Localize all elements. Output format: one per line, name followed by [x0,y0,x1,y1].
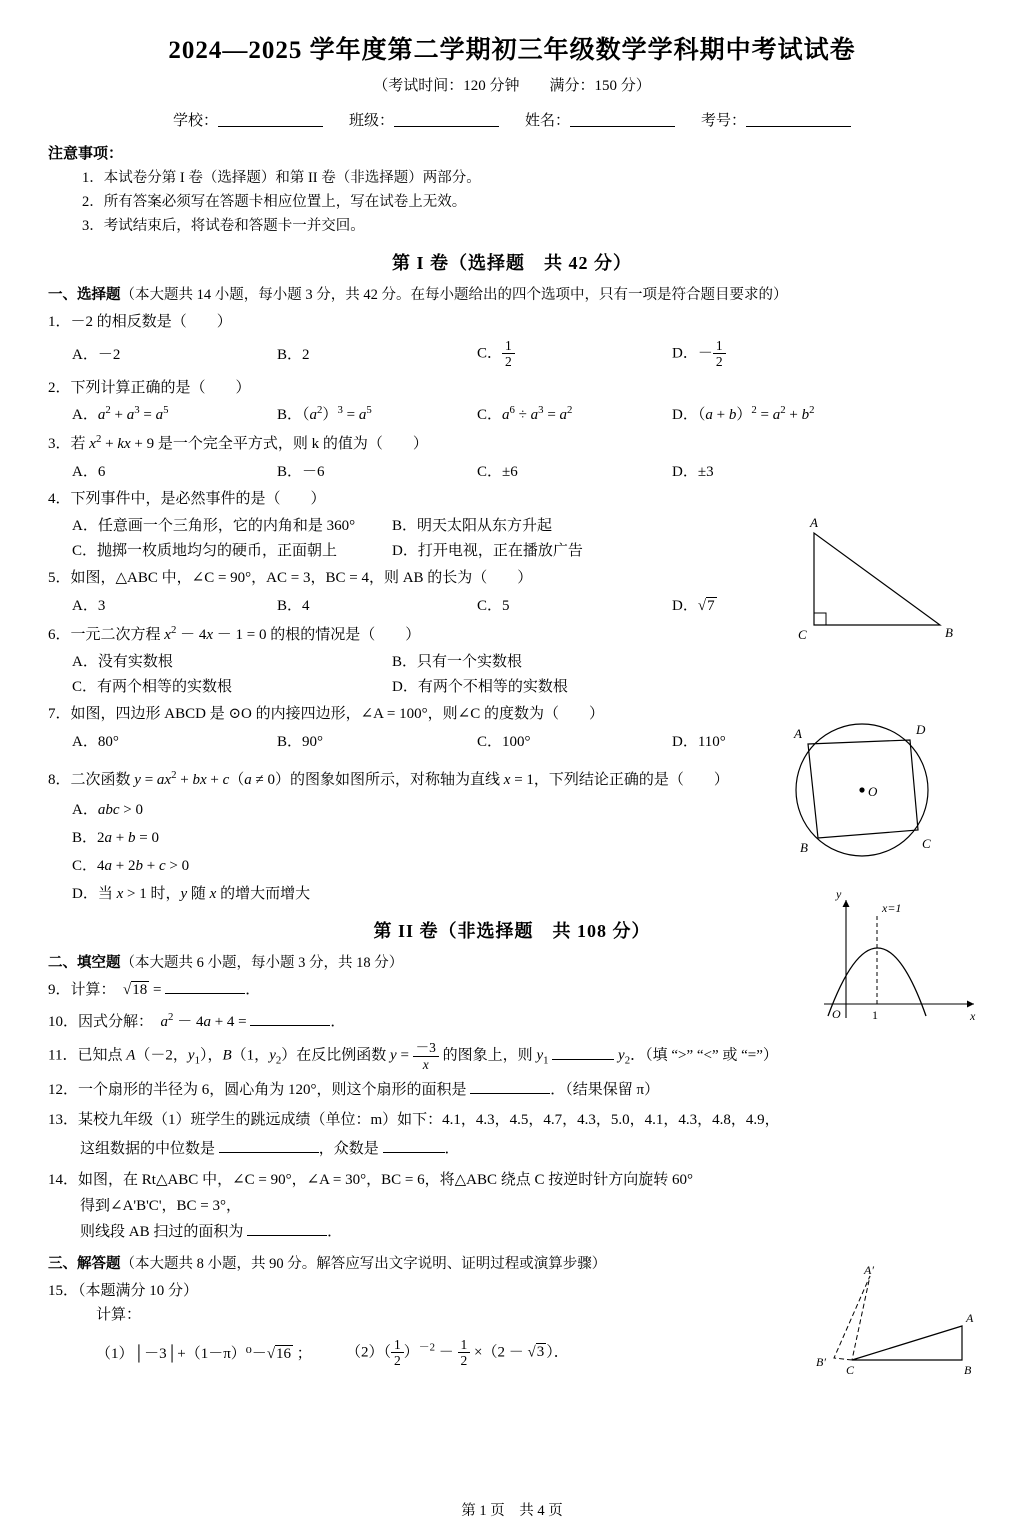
question-13-line2: 这组数据的中位数是 ，众数是 ． [80,1141,460,1158]
option-b: B．只有一个实数根 [392,654,523,671]
figure-question-7 [770,712,970,872]
question-10: 10．因式分解： $a^2 - 4a + 4$ = ． [48,1010,346,1030]
question-2-options [72,403,976,424]
option-d: D．打开电视，正在播放广告 [392,543,583,560]
answer-blank[interactable] [247,1235,327,1236]
figure-question-14 [812,1262,992,1377]
svg-text:A′: A′ [864,1263,874,1277]
figure-question-8 [806,886,986,1026]
svg-text:C: C [798,627,807,642]
option-a: A．6 [72,463,106,480]
svg-text:A: A [810,515,818,530]
section-2-title: 第 II 卷（非选择题 共 108 分） [373,921,651,942]
notice-item: 2．所有答案必须写在答题卡相应位置上，写在试卷上无效。 [82,194,467,210]
option-c: C． $\frac{1}{2}$ [477,338,672,370]
question-11: 11．已知点 A（－2，$y_1$），B（1，$y_2$）在反比例函数 y = $\frac{-3}{x}$ 的图象上，则 $y_1$ $y_2$．（填 “>” “<” 或 “=”） [48,1040,778,1072]
answer-blank[interactable] [219,1152,319,1153]
option-a: A．没有实数根 [72,654,173,671]
student-info-line [48,109,976,130]
option-d: D．$(a + b)^2 = a^2 + b^2$ [672,404,815,424]
option-a: A．3 [72,597,106,614]
question-6-stem: 6．一元二次方程 $x^2 - 4x - 1 = 0$ 的根的情况是（ ） [48,623,421,643]
question-1-options [72,338,976,370]
question-14-line2: 得到∠A'B'C'，BC = 3°， [80,1197,241,1214]
question-7-stem: 7．如图，四边形 ABCD 是 ⊙O 的内接四边形，∠A = 100°，则∠C 的度数为（ ） [48,706,604,723]
option-d: D．－ $\frac{1}{2}$ [672,338,726,370]
option-c: C．100° [477,733,531,750]
question-9: 9．计算： √18 = ． [48,982,261,999]
svg-text:O: O [868,784,878,799]
option-b: B．明天太阳从东方升起 [392,518,553,535]
option-b: B．$(a^2)^3 = a^5$ [277,404,372,424]
option-d: D．√7 [672,597,715,614]
svg-text:B: B [945,625,953,640]
option-d: D．110° [672,733,726,750]
section-2-head: 二、填空题（本大题共 6 小题，每小题 3 分，共 18 分） [48,955,404,972]
question-15-sub: 计算： [96,1307,142,1324]
blank-line [218,126,323,127]
question-14-line3: 则线段 AB 扫过的面积为 ． [80,1223,343,1240]
svg-text:B: B [800,840,808,855]
notice-item: 3．考试结束后，将试卷和答题卡一并交回。 [82,218,365,234]
answer-blank[interactable] [165,993,245,994]
answer-blank[interactable] [250,1025,330,1026]
notice-item: 1．本试卷分第 I 卷（选择题）和第 II 卷（非选择题）两部分。 [82,170,481,186]
blank-line [746,126,851,127]
option-b: B．2a + b = 0 [72,830,159,847]
svg-text:C: C [846,1363,855,1377]
option-a: A．$a^2 + a^3 = a^5$ [72,404,169,424]
exam-subtitle: （考试时间：120 分钟 满分：150 分） [373,78,651,94]
blank-line [394,126,499,127]
svg-text:1: 1 [872,1008,878,1022]
svg-text:D: D [916,722,926,737]
svg-text:x: x [970,1009,976,1023]
svg-text:A: A [966,1311,974,1325]
option-c: C．$a^6 \div a^3 = a^2$ [477,404,573,424]
field-name: 姓名： [525,109,675,130]
svg-text:x=1: x=1 [882,901,902,915]
svg-text:B: B [964,1363,972,1377]
option-b: B．－6 [277,463,325,480]
svg-text:y: y [836,887,842,901]
answer-blank[interactable] [383,1152,445,1153]
page-title: 2024—2025 学年度第二学期初三年级数学学科期中考试试卷 [168,37,856,64]
question-1-stem: 1．－2 的相反数是（ ） [48,314,232,330]
option-b: B．2 [277,347,310,364]
option-c: C．有两个相等的实数根 [72,679,233,696]
option-a: A．80° [72,733,119,750]
option-d: D．有两个不相等的实数根 [392,679,568,696]
blank-line [570,126,675,127]
question-3-stem: 3．若 $x^2$ + kx + 9 是一个完全平方式，则 k 的值为（ ） [48,433,428,453]
option-d: D．当 x > 1 时，y 随 x 的增大而增大 [72,886,311,903]
section-3-head: 三、解答题（本大题共 8 小题，共 90 分。解答应写出文字说明、证明过程或演算步骤） [48,1255,607,1272]
figure-question-5 [790,515,980,655]
option-b: B．90° [277,733,324,750]
field-school: 学校： [173,109,323,130]
option-c: C．抛掷一枚质地均匀的硬币，正面朝上 [72,543,338,560]
page-footer: 第 1 页 共 4 页 [461,1503,563,1519]
question-4-stem: 4．下列事件中，是必然事件的是（ ） [48,490,326,507]
option-d: D．±3 [672,463,714,480]
option-a: A．abc > 0 [72,802,143,819]
question-13: 13．某校九年级（1）班学生的跳远成绩（单位：m）如下：4.1，4.3，4.5，4.7，4.3，5.0，4.1，4.3，4.8，4.9， [48,1111,780,1128]
question-6-options-row2 [72,675,976,696]
field-class: 班级： [349,109,499,130]
option-a: A．任意画一个三角形，它的内角和是 360° [72,518,356,535]
option-a: A．－2 [72,347,121,364]
question-15-part1: （1）│－3│+（1－π）⁰－√16 ； [96,1346,312,1363]
answer-blank[interactable] [552,1059,614,1060]
question-3-options [72,460,976,481]
field-exam-number: 考号： [701,109,851,130]
question-2-stem: 2．下列计算正确的是（ ） [48,379,251,396]
option-c: C．4a + 2b + c > 0 [72,858,190,875]
answer-blank[interactable] [470,1093,550,1094]
question-8-stem: 8．二次函数 $y = ax^2$ + bx + c（a ≠ 0）的图象如图所示，对称轴为直线 x = 1，下列结论正确的是（ ） [48,768,729,788]
svg-text:C: C [922,836,931,851]
question-5-stem: 5．如图，△ABC 中，∠C = 90°，AC = 3，BC = 4，则 AB 的长为（ ） [48,570,533,587]
section-1-title: 第 I 卷（选择题 共 42 分） [391,253,632,273]
svg-text:A: A [794,726,802,741]
question-14-line1: 14．如图，在 Rt△ABC 中，∠C = 90°，∠A = 30°，BC = 6，将△ABC 绕点 C 按逆时针方向旋转 60° [48,1171,693,1188]
question-15-part2: （2）（ $\frac{1}{2}$ ）$^{-2}$ － $\frac{1}{2}$ ×（2 － √3 ）． [346,1336,569,1369]
svg-text:O: O [832,1007,841,1021]
question-15-title: 15．（本题满分 10 分） [48,1282,199,1299]
question-12: 12．一个扇形的半径为 6，圆心角为 120°，则这个扇形的面积是 ．（结果保留 π） [48,1082,660,1099]
notice-label: 注意事项： [48,146,124,162]
option-b: B．4 [277,597,310,614]
section-1-head: 一、选择题（本大题共 14 小题，每小题 3 分，共 42 分。在每小题给出的四个选项中，只有一项是符合题目要求的） [48,287,788,303]
option-c: C．±6 [477,463,518,480]
svg-text:B′: B′ [816,1355,826,1369]
option-c: C．5 [477,597,510,614]
